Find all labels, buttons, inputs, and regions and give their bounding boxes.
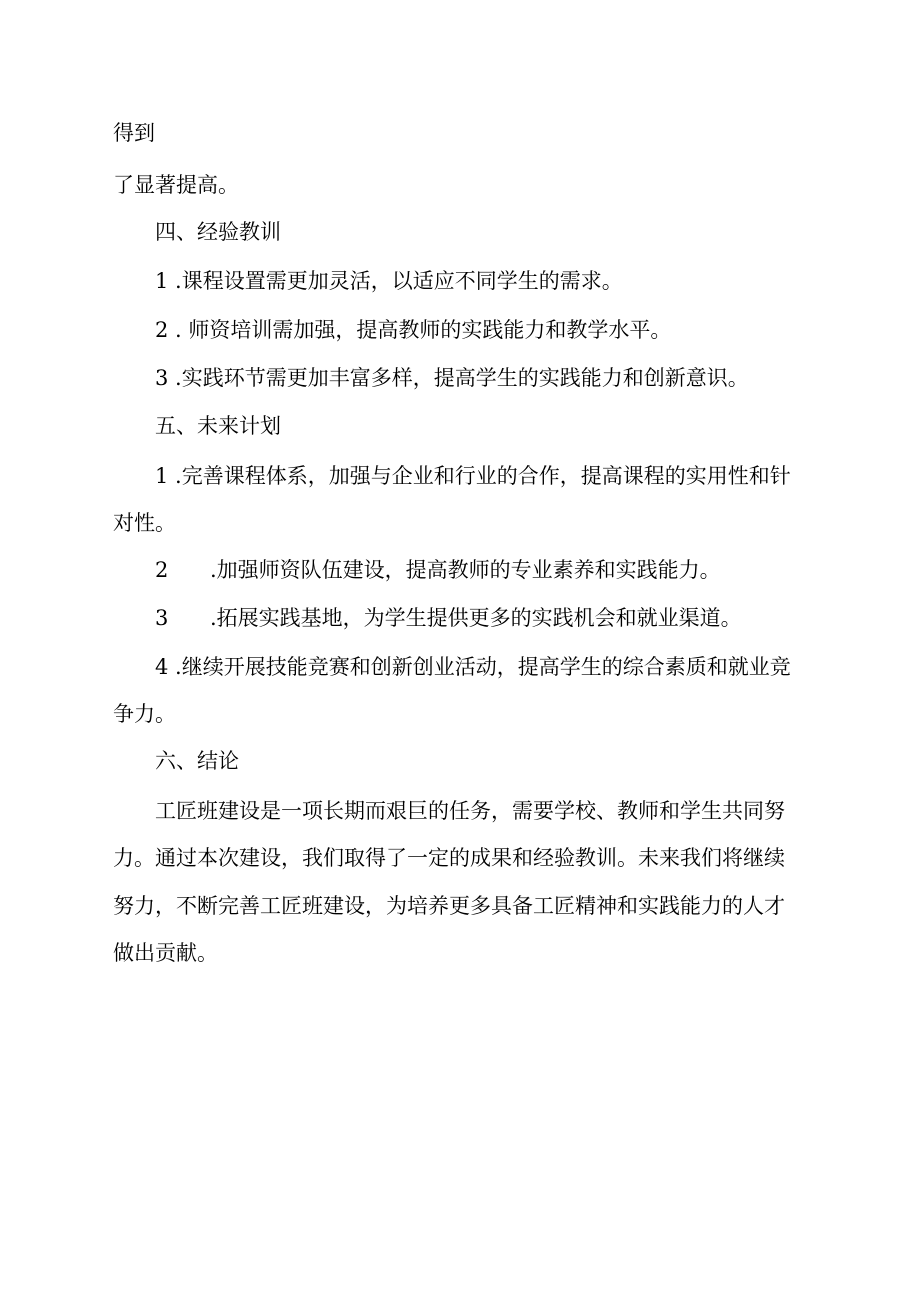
document-page: 得到 了显著提高。 四、经验教训 1 .课程设置需更加灵活，以适应不同学生的需求。 2 . 师资培训需加强，提高教师的实践能力和教学水平。 3 .实践环节需更加丰富多样，提高学生的实践能力和创新意识。 五、未来计划 1 .完善课程体系，加强与企业和行业的合作，提高课程的实用性和针 对性。 2 .加强师资队伍建设，提高教师的专业素养和实践能力。 3 .拓展实践基地，为学生提供更多的实践机会和就业渠道。 4 .继续开展技能竞赛和创新创业活动，提高学生的综合素质和就业竞 争力。 六、结论 工匠班建设是一项长期而艰巨的任务，需要学校、教师和学生共同努 力。通过本次建设，我们取得了一定的成果和经验教训。未来我们将继续 努力，不断完善工匠班建设，为培养更多具备工匠精神和实践能力的人才 做出贡献。: [113, 121, 791, 965]
